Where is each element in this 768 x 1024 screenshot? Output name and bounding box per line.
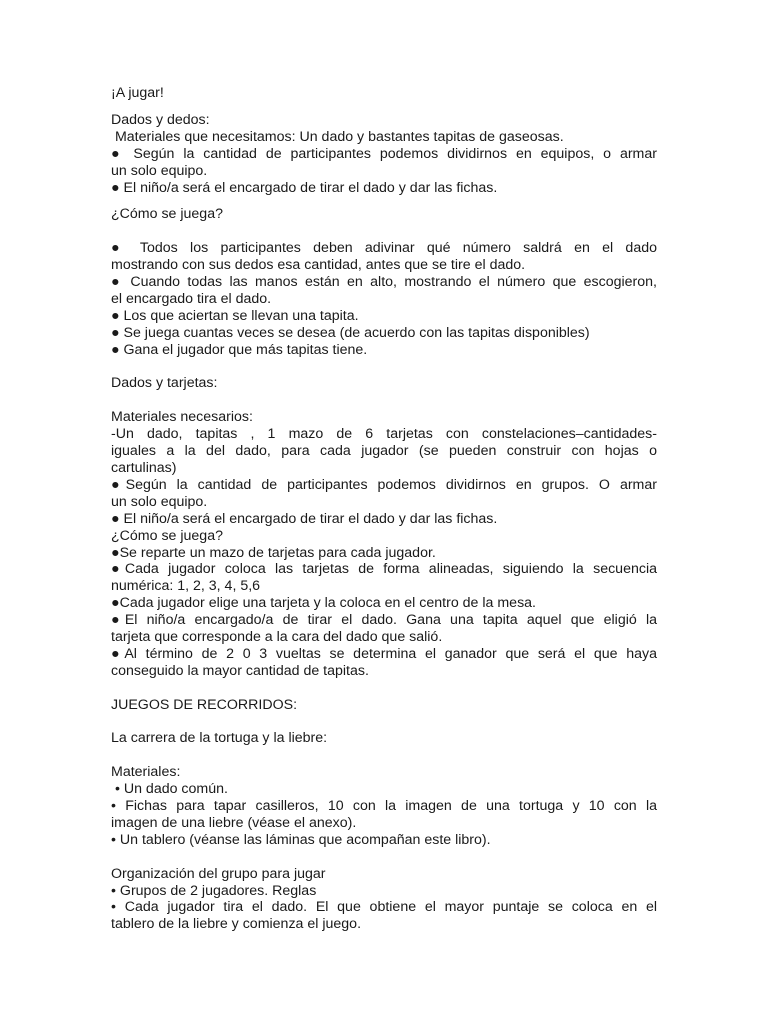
bullet-line: • Un dado común.: [111, 781, 228, 798]
materials-heading: Materiales necesarios:: [111, 409, 253, 426]
game-subheading: La carrera de la tortuga y la liebre:: [111, 730, 328, 747]
text-line: conseguido la mayor cantidad de tapitas.: [111, 662, 369, 679]
bullet-line: ● Todos los participantes deben adivinar qué número saldrá en el dado: [111, 240, 657, 257]
spacer: [111, 223, 657, 240]
document-title: ¡A jugar!: [111, 85, 164, 101]
text-line: imagen de una liebre (véase el anexo).: [111, 814, 357, 831]
spacer: [111, 849, 657, 866]
section-heading-dados-y-dedos: Dados y dedos:: [111, 111, 210, 128]
how-to-play-heading: ¿Cómo se juega?: [111, 527, 223, 544]
text-line: tablero de la liebre y comienza el juego.: [111, 916, 362, 933]
text-line: -Un dado, tapitas , 1 mazo de 6 tarjetas con constelaciones–cantidades-: [111, 426, 657, 443]
bullet-line: ●Se reparte un mazo de tarjetas para cada jugador.: [111, 544, 436, 561]
text-line: tarjeta que corresponde a la cara del dado que salió.: [111, 629, 443, 646]
bullet-line: • Grupos de 2 jugadores. Reglas: [111, 882, 317, 899]
bullet-line: ● El niño/a será el encargado de tirar el dado y dar las fichas.: [111, 179, 498, 196]
spacer: [111, 714, 657, 731]
document-page: [111, 85, 657, 933]
bullet-line: ● Los que aciertan se llevan una tapita.: [111, 307, 359, 324]
text-line: Materiales que necesitamos: Un dado y bastantes tapitas de gaseosas.: [111, 128, 564, 145]
text-line: un solo equipo.: [111, 162, 208, 179]
organization-heading: Organización del grupo para jugar: [111, 865, 326, 882]
spacer: [111, 747, 657, 764]
spacer: [111, 102, 657, 112]
text-line: un solo equipo.: [111, 493, 208, 510]
bullet-line: • Cada jugador tira el dado. El que obtiene el mayor puntaje se coloca en el: [111, 899, 657, 916]
bullet-line: ● Gana el jugador que más tapitas tiene.: [111, 341, 368, 358]
bullet-line: ●Al término de 2 0 3 vueltas se determina el ganador que será el que haya: [111, 645, 657, 662]
text-line: numérica: 1, 2, 3, 4, 5,6: [111, 578, 261, 595]
how-to-play-heading: ¿Cómo se juega?: [111, 206, 223, 223]
bullet-line: ● Se juega cuantas veces se desea (de acuerdo con las tapitas disponibles): [111, 324, 590, 341]
spacer: [111, 392, 657, 409]
bullet-line: ● Cuando todas las manos están en alto, mostrando el número que escogieron,: [111, 274, 657, 291]
materials-heading: Materiales:: [111, 764, 181, 781]
bullet-line: ●Cada jugador elige una tarjeta y la coloca en el centro de la mesa.: [111, 595, 536, 612]
bullet-line: ●El niño/a encargado/a de tirar el dado. Gana una tapita aquel que eligió la: [111, 612, 657, 629]
bullet-line: ● El niño/a será el encargado de tirar el dado y dar las fichas.: [111, 510, 498, 527]
spacer: [111, 680, 657, 697]
text-line: mostrando con sus dedos esa cantidad, antes que se tire el dado.: [111, 257, 526, 274]
text-line: cartulinas): [111, 459, 177, 476]
spacer: [111, 359, 657, 376]
section-heading-juegos-de-recorridos: JUEGOS DE RECORRIDOS:: [111, 696, 298, 713]
text-line: el encargado tira el dado.: [111, 290, 272, 307]
bullet-line: ● Según la cantidad de participantes podemos dividirnos en equipos, o armar: [111, 145, 657, 162]
bullet-line: • Un tablero (véanse las láminas que acompañan este libro).: [111, 831, 491, 848]
bullet-line: ●Cada jugador coloca las tarjetas de forma alineadas, siguiendo la secuencia: [111, 561, 657, 578]
text-line: iguales a la del dado, para cada jugador (se pueden construir con hojas o: [111, 443, 657, 460]
bullet-line: ●Según la cantidad de participantes podemos dividirnos en grupos. O armar: [111, 476, 657, 493]
bullet-line: • Fichas para tapar casilleros, 10 con la imagen de una tortuga y 10 con la: [111, 798, 657, 815]
spacer: [111, 196, 657, 206]
section-heading-dados-y-tarjetas: Dados y tarjetas:: [111, 375, 218, 392]
